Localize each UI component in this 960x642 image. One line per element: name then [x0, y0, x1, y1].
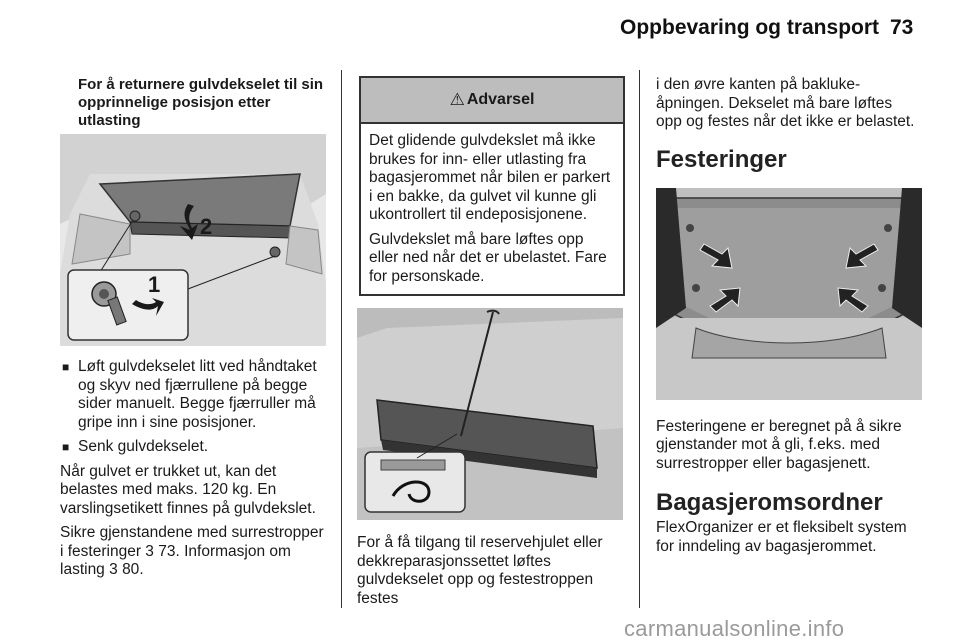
column-divider: [341, 70, 342, 608]
paragraph: i den øvre kanten på baklukeåpningen. Dekselet må bare løftes opp og festes når det ikke er belastet.: [656, 76, 915, 130]
list-item: ■ Senk gulvdekselet.: [62, 438, 209, 455]
paragraph: Festeringene er beregnet på å sikre gjenstander mot å gli, f.eks. med surrestropper eller bagasjenett.: [656, 417, 902, 472]
section-heading: Bagasjeromsordner: [656, 489, 883, 516]
subheading: For å returnere gulvdekselet til sin opprinnelige posisjon etter utlasting: [78, 76, 324, 129]
column-1: [60, 76, 326, 580]
paragraph: For å få tilgang til reservehjulet eller dekkreparasjonssettet løftes gulvdekselet opp og festestroppen festes: [357, 534, 603, 607]
lashing-eyes-figure: [656, 188, 922, 400]
spare-wheel-figure: [357, 308, 623, 520]
column-2: [357, 76, 623, 608]
column-divider: [639, 70, 640, 608]
list-item: ■ Løft gulvdekselet litt ved håndtaket og skyv ned fjærrullene på begge sider manuelt. Begge fjærruller må gripe inn i sine posisjoner.: [62, 358, 317, 431]
figure-label-1: 1: [148, 272, 161, 297]
floor-cover-figure: [60, 134, 326, 346]
bullet-square-icon: ■: [62, 440, 70, 454]
page-reference-arrow-icon: 3: [109, 561, 118, 578]
warning-box: [359, 76, 625, 296]
paragraph: FlexOrganizer er et fleksibelt system for inndeling av bagasjerommet.: [656, 519, 907, 555]
paragraph: Når gulvet er trukket ut, kan det belastes med maks. 120 kg. En varslingsetikett finnes på gulvdekslet.: [60, 462, 316, 517]
page-number: 73: [890, 16, 914, 39]
column-3: [656, 76, 922, 556]
section-heading: Festeringer: [656, 145, 787, 173]
page-reference[interactable]: 80: [122, 561, 140, 578]
watermark: carmanualsonline.info: [624, 616, 845, 641]
figure-label-2: 2: [200, 214, 213, 239]
page-reference-arrow-icon: 3: [145, 542, 154, 560]
page-header-title: Oppbevaring og transport: [620, 16, 880, 39]
paragraph: Sikre gjenstandene med surrestropper i festeringer 3 73. Informasjon om lasting 3 80.: [60, 524, 324, 578]
warning-triangle-icon: ⚠: [449, 89, 465, 109]
warning-body: Det glidende gulvdekslet må ikke brukes for inn- eller utlasting fra bagasjerommet når bilen er parkert i en bakke, da gulvet vil kunne gli ukontrollert til endeposisjonene. Gulvdekslet må bare løftes opp eller ned når det er ubelastet. Fare for personskade.: [369, 132, 611, 285]
page-reference[interactable]: 73: [158, 542, 176, 560]
bullet-square-icon: ■: [62, 360, 70, 374]
warning-header: ⚠ Advarsel: [361, 78, 623, 124]
